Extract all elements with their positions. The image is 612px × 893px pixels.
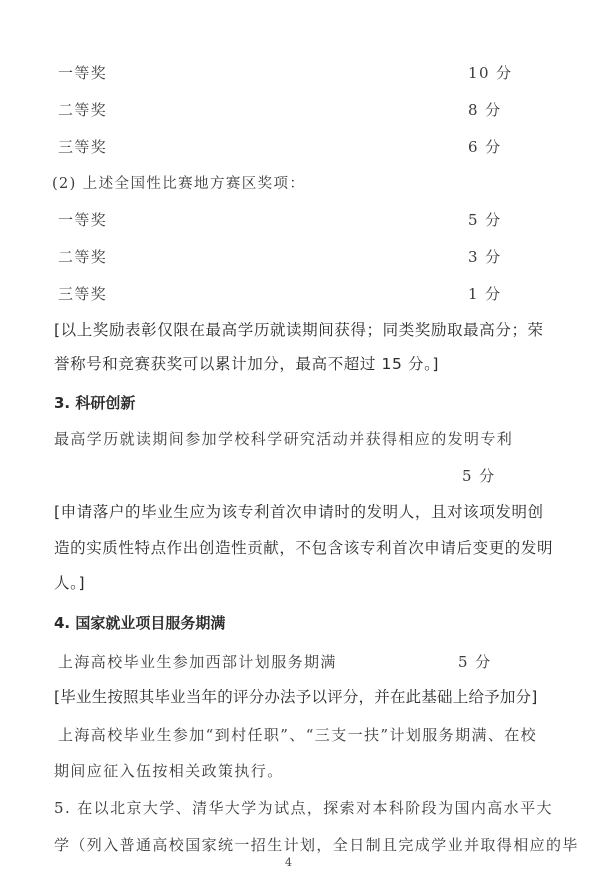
regional-third-prize: 三等奖 bbox=[58, 285, 108, 303]
score-3: 3 分 bbox=[468, 248, 502, 266]
award-second-prize: 二等奖 bbox=[58, 101, 108, 119]
paragraph-line-1: 上海高校毕业生参加“到村任职”、“三支一扶”计划服务期满、在校 bbox=[58, 726, 538, 744]
section-5-line-2: 学（列入普通高校国家统一招生计划，全日制且完成学业并取得相应的毕 bbox=[54, 836, 579, 854]
score-6: 6 分 bbox=[468, 138, 502, 156]
section-4-title: 4. 国家就业项目服务期满 bbox=[54, 614, 226, 632]
section-5-line-1: 5. 在以北京大学、清华大学为试点，探索对本科阶段为国内高水平大 bbox=[54, 799, 553, 817]
score-5-western: 5 分 bbox=[458, 653, 492, 671]
note-patent-line-3: 人。] bbox=[54, 574, 86, 592]
note-scoring: [毕业生按照其毕业当年的评分办法予以评分，并在此基础上给予加分] bbox=[54, 688, 538, 706]
score-10: 10 分 bbox=[468, 64, 513, 82]
section-3-text: 最高学历就读期间参加学校科学研究活动并获得相应的发明专利 bbox=[54, 430, 514, 448]
section-4-text: 上海高校毕业生参加西部计划服务期满 bbox=[58, 653, 337, 671]
score-1: 1 分 bbox=[468, 285, 502, 303]
item-2-heading: (2) 上述全国性比赛地方赛区奖项： bbox=[52, 176, 306, 192]
section-3-title: 3. 科研创新 bbox=[54, 394, 136, 412]
paragraph-line-2: 期间应征入伍按相关政策执行。 bbox=[54, 762, 284, 780]
award-third-prize: 三等奖 bbox=[58, 138, 108, 156]
award-first-prize: 一等奖 bbox=[58, 64, 108, 82]
note-awards-line-2: 誉称号和竞赛获奖可以累计加分，最高不超过 15 分。] bbox=[54, 355, 440, 373]
note-awards-line-1: [以上奖励表彰仅限在最高学历就读期间获得；同类奖励取最高分；荣 bbox=[54, 321, 544, 339]
regional-second-prize: 二等奖 bbox=[58, 248, 108, 266]
page-number: 4 bbox=[285, 856, 292, 869]
note-patent-line-2: 造的实质性特点作出创造性贡献，不包含该专利首次申请后变更的发明 bbox=[54, 539, 554, 557]
score-8: 8 分 bbox=[468, 101, 502, 119]
score-5-regional: 5 分 bbox=[468, 211, 502, 229]
score-5-patent: 5 分 bbox=[462, 467, 496, 485]
regional-first-prize: 一等奖 bbox=[58, 211, 108, 229]
note-patent-line-1: [申请落户的毕业生应为该专利首次申请时的发明人，且对该项发明创 bbox=[54, 503, 544, 521]
